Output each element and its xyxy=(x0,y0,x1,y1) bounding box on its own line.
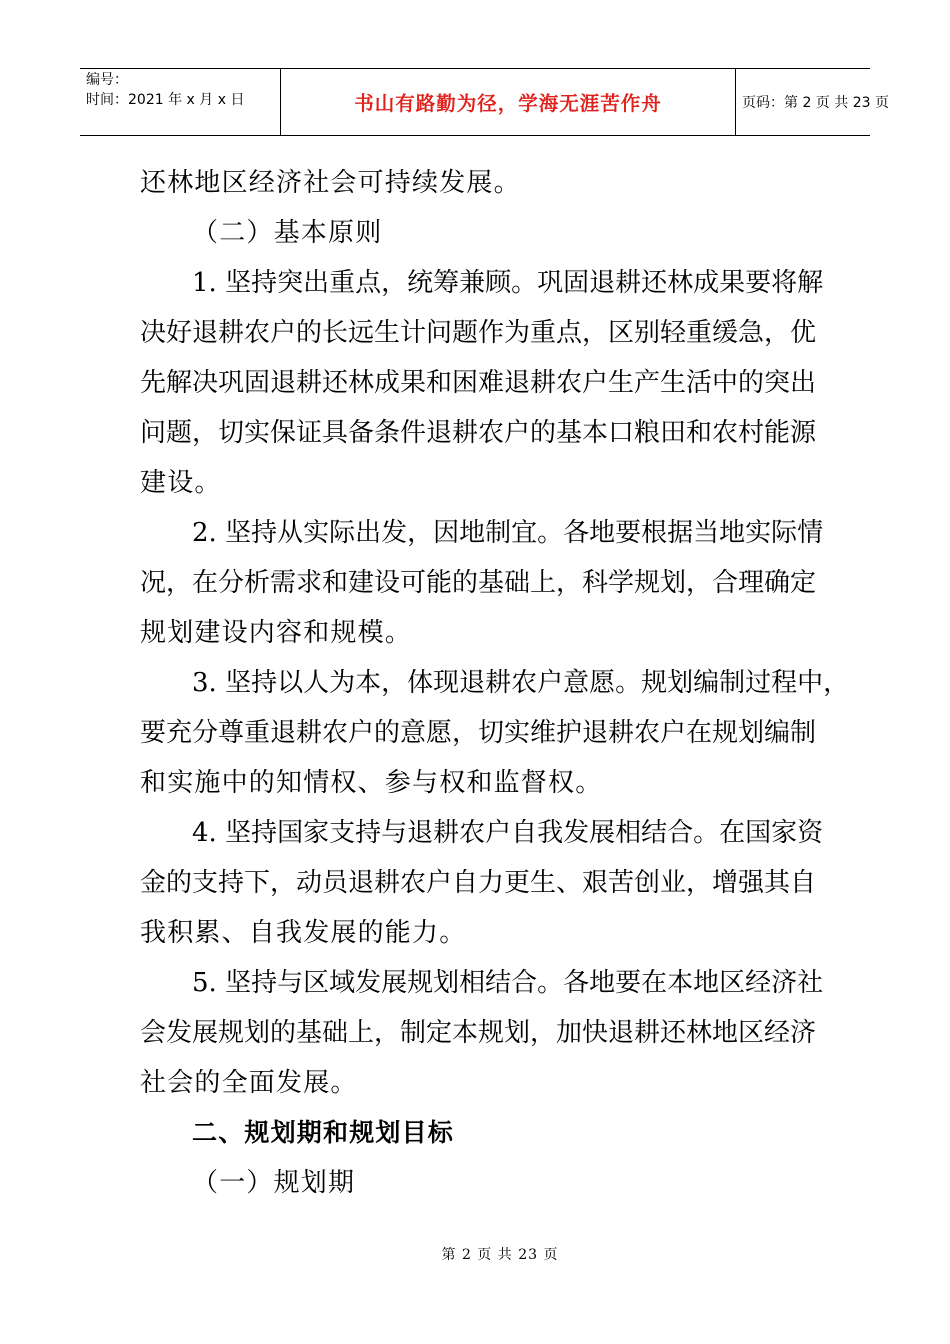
body-line: 况，在分析需求和建设可能的基础上，科学规划，合理确定 xyxy=(140,568,817,598)
body-line: 还林地区经济社会可持续发展。 xyxy=(140,168,521,198)
body-line: 问题，切实保证具备条件退耕农户的基本口粮田和农村能源 xyxy=(140,418,817,448)
body-line: 建设。 xyxy=(140,468,222,498)
body-line: 规划建设内容和规模。 xyxy=(140,618,413,648)
header-motto: 书山有路勤为径，学海无涯苦作舟 xyxy=(354,92,662,115)
page-footer: 第 2 页 共 23 页 xyxy=(441,1247,559,1263)
header-motto-cell xyxy=(280,69,736,135)
document-number-label: 编号： xyxy=(86,72,128,88)
body-line: 我积累、自我发展的能力。 xyxy=(140,918,467,948)
body-line: 5. 坚持与区域发展规划相结合。各地要在本地区经济社 xyxy=(192,968,824,998)
section-subheading: （二）基本原则 xyxy=(192,218,383,248)
body-line: 4. 坚持国家支持与退耕农户自我发展相结合。在国家资 xyxy=(192,818,824,848)
body-line: 1. 坚持突出重点，统筹兼顾。巩固退耕还林成果要将解 xyxy=(192,268,824,298)
document-date-label: 时间：2021 年 x 月 x 日 xyxy=(86,92,245,108)
body-line: 2. 坚持从实际出发，因地制宜。各地要根据当地实际情 xyxy=(192,518,824,548)
section-heading: 二、规划期和规划目标 xyxy=(192,1118,455,1147)
body-line: 要充分尊重退耕农户的意愿，切实维护退耕农户在规划编制 xyxy=(140,718,817,748)
body-line: 3. 坚持以人为本，体现退耕农户意愿。规划编制过程中， xyxy=(192,668,850,698)
body-line: 先解决巩固退耕还林成果和困难退耕农户生产生活中的突出 xyxy=(140,368,817,398)
section-subheading: （一）规划期 xyxy=(192,1168,356,1198)
body-line: 决好退耕农户的长远生计问题作为重点，区别轻重缓急，优 xyxy=(140,318,817,348)
header-meta-cell xyxy=(80,69,280,135)
body-line: 社会的全面发展。 xyxy=(140,1068,358,1098)
page-header xyxy=(80,68,889,136)
body-line: 和实施中的知情权、参与权和监督权。 xyxy=(140,768,603,798)
body-line: 金的支持下，动员退耕农户自力更生、艰苦创业，增强其自 xyxy=(140,868,817,898)
header-page-info: 页码：第 2 页 共 23 页 xyxy=(742,95,889,111)
header-page-cell xyxy=(736,69,889,135)
body-line: 会发展规划的基础上，制定本规划，加快退耕还林地区经济 xyxy=(140,1018,817,1048)
